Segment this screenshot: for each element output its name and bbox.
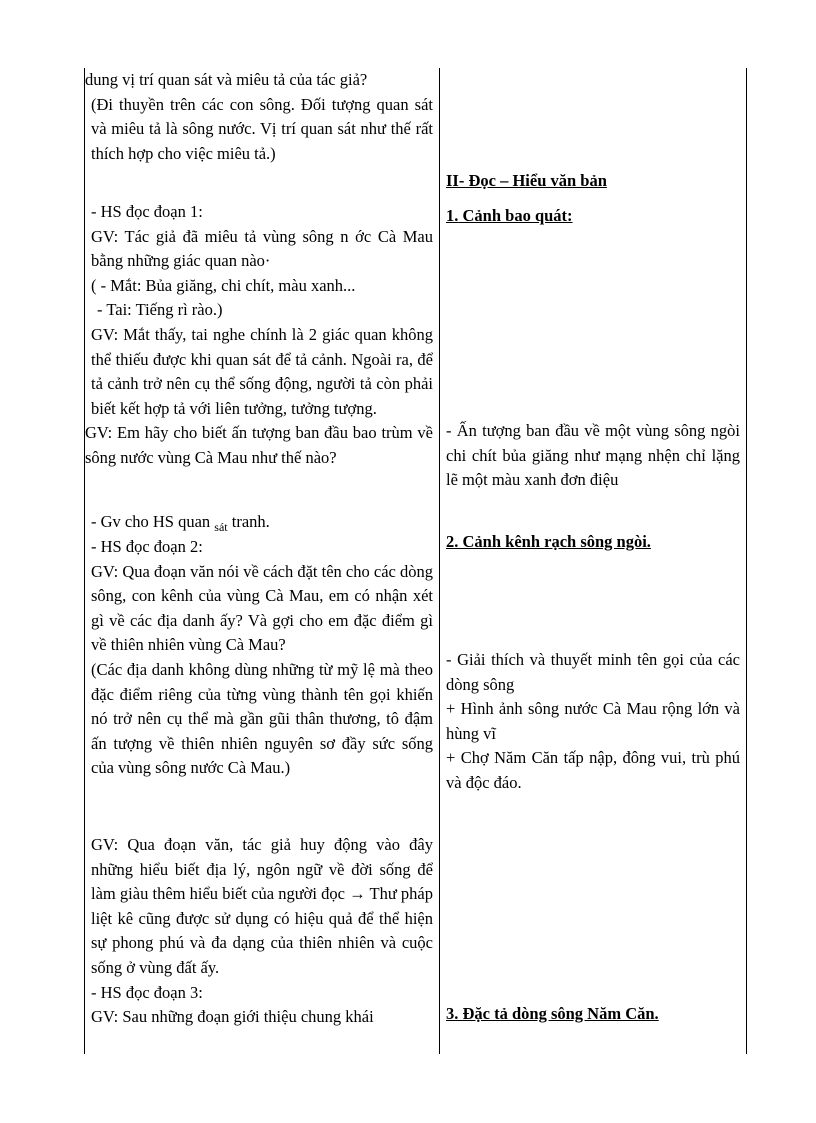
block-observation-question (85, 68, 433, 166)
text: - Gv cho HS quan (91, 512, 211, 531)
block-picture-observation (85, 510, 433, 536)
heading-reading-comprehension: II- Đọc – Hiểu văn bản (446, 171, 607, 190)
subscript-text: sát (214, 520, 228, 534)
block-section-2 (85, 535, 433, 781)
heading-canals-rivers: 2. Cảnh kênh rạch sông ngòi. (446, 532, 651, 551)
paragraph: - HS đọc đoạn 1: (91, 202, 203, 221)
paragraph: - Tai: Tiếng rì rào.) (97, 300, 223, 320)
paragraph: GV: Tác giả đã miêu tả vùng sông n ớc Cà Mau bằng những giác quan nào· (91, 226, 433, 271)
paragraph: GV: Em hãy cho biết ấn tượng ban đầu bao trùm về sông nước vùng Cà Mau như thế nào? (85, 423, 433, 467)
paragraph: - Ấn tượng ban đầu về một vùng sông ngòi chi chít bủa giăng như mạng nhện chỉ lặng lẽ một màu xanh đơn điệu (446, 421, 740, 490)
paragraph: - HS đọc đoạn 3: (91, 982, 203, 1002)
block-literary-technique (85, 833, 433, 1030)
paragraph: - Giải thích và thuyết minh tên gọi của các dòng sông (446, 650, 740, 694)
paragraph: dung vị trí quan sát và miêu tả của tác giả? (85, 70, 368, 89)
paragraph: (Đi thuyền trên các con sông. Đối tượng quan sát và miêu tả là sông nước. Vị trí quan sát như thế rất thích hợp cho việc miêu tả.) (91, 94, 433, 163)
paragraph: - HS đọc đoạn 2: (91, 537, 203, 556)
heading-number: 1. (446, 206, 459, 225)
block-first-impression (446, 419, 740, 493)
text: tranh. (231, 512, 270, 531)
paragraph: ( - Mắt: Bủa giăng, chi chít, màu xanh... (91, 275, 356, 295)
heading-nam-can-river: 3. Đặc tả dòng sông Năm Căn. (446, 1004, 659, 1023)
paragraph: GV: Mắt thấy, tai nghe chính là 2 giác quan không thể thiếu được khi quan sát để tả cảnh. Ngoài ra, để tả cảnh trở nên cụ thể sống động, người tả còn phải biết kết hợp tả với liên tưởng, tưởng tượng. (91, 324, 433, 418)
paragraph: + Chợ Năm Căn tấp nập, đông vui, trù phú và độc đáo. (446, 748, 740, 792)
paragraph: GV: Qua đoạn văn, tác giả huy động vào đây những hiểu biết địa lý, ngôn ngữ về đời sống để làm giàu thêm hiểu biết của người đọc → Thư pháp liệt kê cũng được sử dụng có hiệu quả để thể hiện sự phong phú và đa dạng của thiên nhiên và cuộc sống ở vùng đất ấy. (91, 835, 433, 977)
paragraph (85, 510, 433, 536)
heading-text: Cảnh bao quát: (462, 206, 573, 225)
block-section-1 (85, 200, 433, 471)
block-canals-detail (446, 648, 740, 796)
paragraph: (Các địa danh không dùng những từ mỹ lệ mà theo đặc điểm riêng của từng vùng thành tên gọi khiến nó trở nên cụ thể mà gần gũi thân thương, tô đậm ấn tượng về thiên nhiên nguyên sơ đầy sức sống của vùng sông nước Cà Mau.) (91, 659, 433, 778)
table-border-middle (439, 68, 440, 1054)
paragraph: GV: Qua đoạn văn nói về cách đặt tên cho các dòng sông, con kênh của vùng Cà Mau, em có nhận xét gì về các địa danh ấy? Và gợi cho em đặc điểm gì về thiên nhiên vùng Cà Mau? (91, 561, 433, 655)
paragraph: + Hình ảnh sông nước Cà Mau rộng lớn và hùng vĩ (446, 699, 740, 743)
table-border-right (746, 68, 747, 1054)
paragraph: GV: Sau những đoạn giới thiệu chung khái (91, 1007, 374, 1027)
heading-overview (446, 204, 573, 228)
